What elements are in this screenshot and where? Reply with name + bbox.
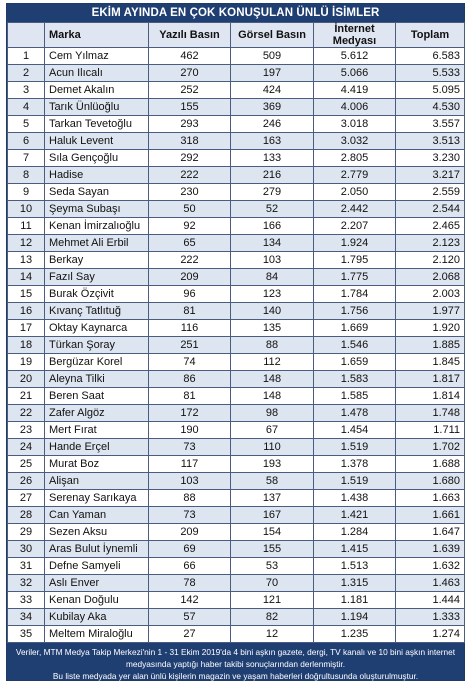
- yazili-basin-cell: 57: [149, 609, 231, 626]
- rank-cell: 11: [8, 218, 45, 235]
- table-row: [8, 337, 465, 354]
- yazili-basin-cell: 74: [149, 354, 231, 371]
- toplam-cell: 2.544: [396, 201, 465, 218]
- gorsel-basin-cell: 82: [231, 609, 314, 626]
- footer-line-2: medyasında yaptığı haber takibi sonuçlarından derlenmiştir.: [125, 659, 346, 669]
- marka-cell: Murat Boz: [45, 456, 149, 473]
- marka-cell: Kenan Doğulu: [45, 592, 149, 609]
- marka-cell: Mehmet Ali Erbil: [45, 235, 149, 252]
- internet-medyasi-cell: 1.775: [314, 269, 396, 286]
- gorsel-basin-cell: 148: [231, 371, 314, 388]
- yazili-basin-cell: 292: [149, 150, 231, 167]
- table-row: [8, 133, 465, 150]
- marka-cell: Demet Akalın: [45, 82, 149, 99]
- internet-medyasi-cell: 2.207: [314, 218, 396, 235]
- yazili-basin-cell: 172: [149, 405, 231, 422]
- table-row: [8, 422, 465, 439]
- rank-cell: 27: [8, 490, 45, 507]
- yazili-basin-cell: 318: [149, 133, 231, 150]
- marka-cell: Sezen Aksu: [45, 524, 149, 541]
- rank-cell: 28: [8, 507, 45, 524]
- internet-medyasi-cell: 5.066: [314, 65, 396, 82]
- rank-cell: 33: [8, 592, 45, 609]
- table-row: [8, 354, 465, 371]
- rank-cell: 30: [8, 541, 45, 558]
- toplam-cell: 1.444: [396, 592, 465, 609]
- marka-cell: Berkay: [45, 252, 149, 269]
- internet-medyasi-cell: 1.284: [314, 524, 396, 541]
- rank-cell: 16: [8, 303, 45, 320]
- table-row: [8, 150, 465, 167]
- internet-medyasi-cell: 1.378: [314, 456, 396, 473]
- rank-cell: 25: [8, 456, 45, 473]
- rank-cell: 32: [8, 575, 45, 592]
- rank-cell: 12: [8, 235, 45, 252]
- yazili-basin-cell: 88: [149, 490, 231, 507]
- table-row: [8, 473, 465, 490]
- table-row: [8, 116, 465, 133]
- table-row: [8, 184, 465, 201]
- toplam-cell: 1.817: [396, 371, 465, 388]
- marka-cell: Haluk Levent: [45, 133, 149, 150]
- yazili-basin-cell: 190: [149, 422, 231, 439]
- marka-cell: Alişan: [45, 473, 149, 490]
- internet-medyasi-cell: 2.050: [314, 184, 396, 201]
- table-body: [8, 48, 465, 643]
- toplam-cell: 3.557: [396, 116, 465, 133]
- rank-cell: 1: [8, 48, 45, 65]
- yazili-basin-cell: 209: [149, 524, 231, 541]
- table-row: [8, 82, 465, 99]
- gorsel-basin-cell: 140: [231, 303, 314, 320]
- toplam-cell: 1.632: [396, 558, 465, 575]
- table-row: [8, 303, 465, 320]
- internet-medyasi-cell: 2.779: [314, 167, 396, 184]
- rank-cell: 20: [8, 371, 45, 388]
- rank-cell: 6: [8, 133, 45, 150]
- gorsel-basin-cell: 98: [231, 405, 314, 422]
- yazili-basin-cell: 270: [149, 65, 231, 82]
- internet-medyasi-cell: 2.442: [314, 201, 396, 218]
- yazili-basin-cell: 81: [149, 388, 231, 405]
- rank-cell: 7: [8, 150, 45, 167]
- yazili-basin-cell: 252: [149, 82, 231, 99]
- marka-cell: Kenan İmirzalıoğlu: [45, 218, 149, 235]
- marka-cell: Sıla Gençoğlu: [45, 150, 149, 167]
- yazili-basin-cell: 50: [149, 201, 231, 218]
- marka-cell: Kubilay Aka: [45, 609, 149, 626]
- gorsel-basin-cell: 84: [231, 269, 314, 286]
- gorsel-basin-cell: 167: [231, 507, 314, 524]
- toplam-cell: 2.068: [396, 269, 465, 286]
- yazili-basin-cell: 222: [149, 252, 231, 269]
- toplam-cell: 6.583: [396, 48, 465, 65]
- marka-cell: Aleyna Tilki: [45, 371, 149, 388]
- yazili-basin-cell: 78: [149, 575, 231, 592]
- internet-medyasi-cell: 1.478: [314, 405, 396, 422]
- gorsel-basin-cell: 53: [231, 558, 314, 575]
- yazili-basin-cell: 103: [149, 473, 231, 490]
- internet-medyasi-cell: 1.546: [314, 337, 396, 354]
- internet-medyasi-cell: 1.181: [314, 592, 396, 609]
- rank-cell: 18: [8, 337, 45, 354]
- rank-cell: 17: [8, 320, 45, 337]
- yazili-basin-cell: 27: [149, 626, 231, 643]
- marka-cell: Zafer Algöz: [45, 405, 149, 422]
- rank-cell: 31: [8, 558, 45, 575]
- table-row: [8, 592, 465, 609]
- internet-medyasi-cell: 4.419: [314, 82, 396, 99]
- rank-cell: 23: [8, 422, 45, 439]
- rank-cell: 5: [8, 116, 45, 133]
- rank-cell: 2: [8, 65, 45, 82]
- internet-medyasi-cell: 1.235: [314, 626, 396, 643]
- internet-medyasi-cell: 1.315: [314, 575, 396, 592]
- gorsel-basin-cell: 166: [231, 218, 314, 235]
- toplam-cell: 1.885: [396, 337, 465, 354]
- toplam-cell: 1.845: [396, 354, 465, 371]
- header-toplam: Toplam: [396, 23, 465, 48]
- toplam-cell: 5.095: [396, 82, 465, 99]
- internet-medyasi-cell: 1.421: [314, 507, 396, 524]
- internet-medyasi-cell: 1.924: [314, 235, 396, 252]
- marka-cell: Seda Sayan: [45, 184, 149, 201]
- rank-cell: 21: [8, 388, 45, 405]
- marka-cell: Aslı Enver: [45, 575, 149, 592]
- toplam-cell: 1.463: [396, 575, 465, 592]
- toplam-cell: 2.465: [396, 218, 465, 235]
- yazili-basin-cell: 96: [149, 286, 231, 303]
- marka-cell: Şeyma Subaşı: [45, 201, 149, 218]
- yazili-basin-cell: 293: [149, 116, 231, 133]
- toplam-cell: 1.688: [396, 456, 465, 473]
- gorsel-basin-cell: 509: [231, 48, 314, 65]
- marka-cell: Kıvanç Tatlıtuğ: [45, 303, 149, 320]
- internet-medyasi-cell: 1.519: [314, 439, 396, 456]
- table-row: [8, 507, 465, 524]
- yazili-basin-cell: 69: [149, 541, 231, 558]
- rank-cell: 13: [8, 252, 45, 269]
- toplam-cell: 4.530: [396, 99, 465, 116]
- table-row: [8, 201, 465, 218]
- table-row: [8, 558, 465, 575]
- table-row: [8, 388, 465, 405]
- marka-cell: Oktay Kaynarca: [45, 320, 149, 337]
- marka-cell: Mert Fırat: [45, 422, 149, 439]
- yazili-basin-cell: 155: [149, 99, 231, 116]
- gorsel-basin-cell: 193: [231, 456, 314, 473]
- yazili-basin-cell: 230: [149, 184, 231, 201]
- table-row: [8, 575, 465, 592]
- yazili-basin-cell: 209: [149, 269, 231, 286]
- yazili-basin-cell: 222: [149, 167, 231, 184]
- table-row: [8, 218, 465, 235]
- table-row: [8, 320, 465, 337]
- marka-cell: Aras Bulut İynemli: [45, 541, 149, 558]
- gorsel-basin-cell: 103: [231, 252, 314, 269]
- table-row: [8, 286, 465, 303]
- toplam-cell: 2.559: [396, 184, 465, 201]
- yazili-basin-cell: 92: [149, 218, 231, 235]
- yazili-basin-cell: 86: [149, 371, 231, 388]
- toplam-cell: 1.977: [396, 303, 465, 320]
- gorsel-basin-cell: 70: [231, 575, 314, 592]
- table-row: [8, 439, 465, 456]
- gorsel-basin-cell: 112: [231, 354, 314, 371]
- internet-medyasi-cell: 1.795: [314, 252, 396, 269]
- gorsel-basin-cell: 154: [231, 524, 314, 541]
- gorsel-basin-cell: 110: [231, 439, 314, 456]
- table-row: [8, 235, 465, 252]
- table-row: [8, 490, 465, 507]
- marka-cell: Fazıl Say: [45, 269, 149, 286]
- gorsel-basin-cell: 135: [231, 320, 314, 337]
- internet-medyasi-cell: 1.659: [314, 354, 396, 371]
- table-row: [8, 541, 465, 558]
- internet-medyasi-cell: 1.519: [314, 473, 396, 490]
- rank-cell: 34: [8, 609, 45, 626]
- yazili-basin-cell: 116: [149, 320, 231, 337]
- rank-cell: 14: [8, 269, 45, 286]
- internet-medyasi-cell: 1.585: [314, 388, 396, 405]
- toplam-cell: 1.748: [396, 405, 465, 422]
- toplam-cell: 1.702: [396, 439, 465, 456]
- header-internet-medyasi: İnternet Medyası: [314, 23, 396, 48]
- gorsel-basin-cell: 155: [231, 541, 314, 558]
- yazili-basin-cell: 462: [149, 48, 231, 65]
- internet-medyasi-cell: 1.194: [314, 609, 396, 626]
- gorsel-basin-cell: 279: [231, 184, 314, 201]
- gorsel-basin-cell: 369: [231, 99, 314, 116]
- marka-cell: Meltem Miraloğlu: [45, 626, 149, 643]
- marka-cell: Acun Ilıcalı: [45, 65, 149, 82]
- table-header-row: [8, 23, 465, 48]
- toplam-cell: 1.333: [396, 609, 465, 626]
- marka-cell: Defne Samyeli: [45, 558, 149, 575]
- internet-medyasi-cell: 5.612: [314, 48, 396, 65]
- table-row: [8, 456, 465, 473]
- toplam-cell: 2.003: [396, 286, 465, 303]
- rank-cell: 22: [8, 405, 45, 422]
- header-marka: Marka: [45, 23, 149, 48]
- toplam-cell: 1.711: [396, 422, 465, 439]
- gorsel-basin-cell: 197: [231, 65, 314, 82]
- rank-cell: 15: [8, 286, 45, 303]
- gorsel-basin-cell: 246: [231, 116, 314, 133]
- rank-cell: 4: [8, 99, 45, 116]
- footer-note: [7, 643, 464, 680]
- footer-line-1: Veriler, MTM Medya Takip Merkezi'nin 1 - 31 Ekim 2019'da 4 bini aşkın gazete, dergi, TV kanalı ve 10 bini aşkın internet: [15, 647, 456, 657]
- gorsel-basin-cell: 134: [231, 235, 314, 252]
- internet-medyasi-cell: 1.415: [314, 541, 396, 558]
- footer-line-3: Bu liste medyada yer alan ünlü kişilerin magazin ve yaşam haberleri doğrultusunda oluşturulmuştur.: [52, 671, 419, 681]
- yazili-basin-cell: 66: [149, 558, 231, 575]
- rank-cell: 24: [8, 439, 45, 456]
- table-row: [8, 48, 465, 65]
- gorsel-basin-cell: 148: [231, 388, 314, 405]
- marka-cell: Hadise: [45, 167, 149, 184]
- marka-cell: Burak Özçivit: [45, 286, 149, 303]
- yazili-basin-cell: 117: [149, 456, 231, 473]
- table-row: [8, 524, 465, 541]
- table-row: [8, 609, 465, 626]
- toplam-cell: 1.680: [396, 473, 465, 490]
- header-gorsel-basin: Görsel Basın: [231, 23, 314, 48]
- rank-cell: 29: [8, 524, 45, 541]
- table-row: [8, 405, 465, 422]
- rank-cell: 8: [8, 167, 45, 184]
- yazili-basin-cell: 142: [149, 592, 231, 609]
- internet-medyasi-cell: 1.756: [314, 303, 396, 320]
- report-title: EKİM AYINDA EN ÇOK KONUŞULAN ÜNLÜ İSİMLER: [7, 4, 464, 22]
- internet-medyasi-cell: 2.805: [314, 150, 396, 167]
- gorsel-basin-cell: 163: [231, 133, 314, 150]
- toplam-cell: 2.120: [396, 252, 465, 269]
- table-row: [8, 167, 465, 184]
- table-row: [8, 252, 465, 269]
- header-rank: [8, 23, 45, 48]
- marka-cell: Cem Yılmaz: [45, 48, 149, 65]
- marka-cell: Tarkan Tevetoğlu: [45, 116, 149, 133]
- toplam-cell: 1.661: [396, 507, 465, 524]
- marka-cell: Bergüzar Korel: [45, 354, 149, 371]
- toplam-cell: 2.123: [396, 235, 465, 252]
- marka-cell: Türkan Şoray: [45, 337, 149, 354]
- gorsel-basin-cell: 137: [231, 490, 314, 507]
- gorsel-basin-cell: 12: [231, 626, 314, 643]
- table-row: [8, 99, 465, 116]
- gorsel-basin-cell: 52: [231, 201, 314, 218]
- gorsel-basin-cell: 133: [231, 150, 314, 167]
- table-row: [8, 371, 465, 388]
- internet-medyasi-cell: 3.018: [314, 116, 396, 133]
- toplam-cell: 3.217: [396, 167, 465, 184]
- toplam-cell: 3.513: [396, 133, 465, 150]
- toplam-cell: 1.639: [396, 541, 465, 558]
- yazili-basin-cell: 251: [149, 337, 231, 354]
- toplam-cell: 3.230: [396, 150, 465, 167]
- gorsel-basin-cell: 424: [231, 82, 314, 99]
- toplam-cell: 5.533: [396, 65, 465, 82]
- yazili-basin-cell: 73: [149, 507, 231, 524]
- internet-medyasi-cell: 4.006: [314, 99, 396, 116]
- toplam-cell: 1.814: [396, 388, 465, 405]
- rank-cell: 9: [8, 184, 45, 201]
- toplam-cell: 1.274: [396, 626, 465, 643]
- internet-medyasi-cell: 1.513: [314, 558, 396, 575]
- header-yazili-basin: Yazılı Basın: [149, 23, 231, 48]
- yazili-basin-cell: 73: [149, 439, 231, 456]
- toplam-cell: 1.663: [396, 490, 465, 507]
- table-row: [8, 269, 465, 286]
- ranking-table: [7, 22, 465, 643]
- internet-medyasi-cell: 3.032: [314, 133, 396, 150]
- internet-medyasi-cell: 1.784: [314, 286, 396, 303]
- gorsel-basin-cell: 88: [231, 337, 314, 354]
- marka-cell: Hande Erçel: [45, 439, 149, 456]
- yazili-basin-cell: 65: [149, 235, 231, 252]
- report-sheet: [6, 3, 465, 681]
- gorsel-basin-cell: 216: [231, 167, 314, 184]
- rank-cell: 35: [8, 626, 45, 643]
- rank-cell: 10: [8, 201, 45, 218]
- marka-cell: Serenay Sarıkaya: [45, 490, 149, 507]
- table-row: [8, 65, 465, 82]
- gorsel-basin-cell: 67: [231, 422, 314, 439]
- rank-cell: 26: [8, 473, 45, 490]
- internet-medyasi-cell: 1.583: [314, 371, 396, 388]
- table-row: [8, 626, 465, 643]
- rank-cell: 19: [8, 354, 45, 371]
- marka-cell: Can Yaman: [45, 507, 149, 524]
- marka-cell: Beren Saat: [45, 388, 149, 405]
- yazili-basin-cell: 81: [149, 303, 231, 320]
- gorsel-basin-cell: 123: [231, 286, 314, 303]
- internet-medyasi-cell: 1.438: [314, 490, 396, 507]
- internet-medyasi-cell: 1.454: [314, 422, 396, 439]
- toplam-cell: 1.647: [396, 524, 465, 541]
- gorsel-basin-cell: 121: [231, 592, 314, 609]
- internet-medyasi-cell: 1.669: [314, 320, 396, 337]
- gorsel-basin-cell: 58: [231, 473, 314, 490]
- toplam-cell: 1.920: [396, 320, 465, 337]
- marka-cell: Tarık Ünlüoğlu: [45, 99, 149, 116]
- rank-cell: 3: [8, 82, 45, 99]
